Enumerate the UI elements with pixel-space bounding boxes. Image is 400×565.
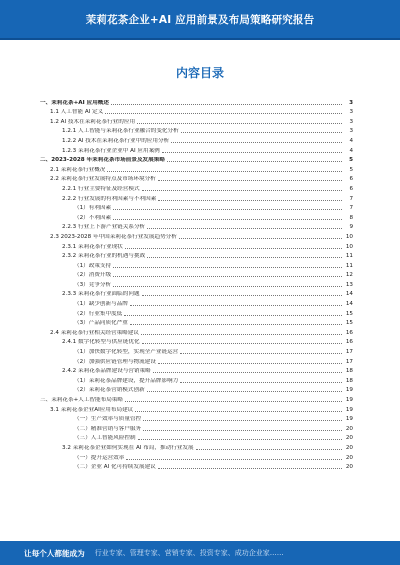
toc-entry-page: 19 [345,416,353,423]
toc-entry-page: 7 [349,205,353,212]
toc-entry[interactable] [40,144,353,154]
toc-entry-title: 1.2 AI 技术在茉莉花茶行业的应用 [50,118,136,125]
toc-entry-page: 16 [345,329,353,336]
toc-entry[interactable] [40,374,353,384]
toc-entry-page: 16 [345,339,353,346]
toc-entry-title: 1.2.2 AI 技术在茉莉花茶行业中的应用分析 [62,137,170,144]
toc-leader-dots [143,420,342,421]
toc-entry-page: 19 [345,406,353,413]
toc-entry-page: 18 [345,368,353,375]
toc-entry[interactable] [40,278,353,288]
toc-leader-dots [107,171,342,172]
toc-entry[interactable] [40,336,353,346]
toc-leader-dots [147,257,342,258]
toc-leader-dots [179,238,342,239]
footer-roles: 行业专家、管理专家、营销专家、投资专家、成功企业家…… [94,549,284,557]
toc-entry-page: 5 [349,157,353,164]
toc-entry-title: 三、茉莉花茶+人工智能布局策略 [40,397,123,403]
toc-entry-page: 13 [345,281,353,288]
toc-entry-title: 2.1 茉莉花茶行业概况 [50,166,106,173]
toc-entry[interactable] [40,422,353,432]
toc-entry[interactable] [40,240,353,250]
toc-leader-dots [105,113,342,114]
toc-leader-dots [113,209,342,210]
toc-entry-title: 2.3 2023-2028 年中国茉莉花茶行业发展趋势分析 [50,233,177,240]
toc-entry-title: 2.3.2 茉莉花茶行业的机遇与挑战 [62,253,146,260]
toc-entry[interactable] [40,345,353,355]
toc-entry[interactable] [40,182,353,192]
toc-leader-dots [130,324,342,325]
toc-heading: 内容目录 [175,66,224,80]
toc-entry[interactable] [40,461,353,471]
toc-entry-page: 8 [349,214,353,221]
toc-leader-dots [167,161,342,162]
toc-entry-title: 一、茉莉花茶+AI 应用概述 [40,99,109,106]
toc-entry-page: 20 [345,454,353,461]
toc-entry[interactable] [40,250,353,260]
toc-entry-title: （2）茉莉花茶营销模式创新 [74,387,145,394]
toc-entry[interactable] [40,307,353,317]
toc-entry-page: 17 [345,349,353,356]
toc-entry[interactable] [40,163,353,173]
toc-entry-title: 3.1 茉莉花茶企业AI应用布局建议 [50,406,134,413]
toc-leader-dots [158,468,342,469]
toc-entry-title: 1.2.3 茉莉花茶行业企业中 AI 应用案例 [62,147,160,154]
toc-entry-title: （1）茉莉花茶品牌建设，提升品牌影响力 [74,377,179,384]
toc-entry-title: 2.2.1 行业主要特征及经营模式 [62,185,140,192]
toc-entry[interactable] [40,365,353,375]
toc-entry-page: 10 [345,243,353,250]
toc-entry-title: （一）生产效率与质量管控 [74,416,142,423]
table-of-contents [40,96,353,470]
toc-entry-title: 2.4.2 茉莉花茶品牌建设与营销策略 [62,368,151,375]
footer-banner [0,541,400,565]
toc-entry-page: 5 [349,166,353,173]
toc-leader-dots [125,248,342,249]
toc-entry-page: 15 [345,320,353,327]
toc-leader-dots [113,286,342,287]
toc-entry-title: （1）加快数字化转型，实现全产业链运营 [74,349,179,356]
toc-leader-dots [158,180,342,181]
toc-entry-title: （2）行业集中度低 [74,310,123,317]
toc-leader-dots [141,334,342,335]
toc-leader-dots [196,449,342,450]
toc-leader-dots [111,104,342,105]
toc-entry-page: 15 [345,310,353,317]
header-divider [0,38,400,40]
toc-entry[interactable] [40,288,353,298]
toc-entry[interactable] [40,106,353,116]
toc-entry-page: 19 [345,387,353,394]
toc-entry-title: （三）人工智能风险控制 [74,435,136,442]
toc-entry-title: 2.4.1 数字化转型与供应链优化 [62,339,140,346]
toc-entry[interactable] [40,125,353,135]
toc-entry[interactable] [40,173,353,183]
toc-entry[interactable] [40,441,353,451]
toc-entry[interactable] [40,403,353,413]
toc-entry[interactable] [40,451,353,461]
toc-entry-page: 3 [349,99,353,106]
toc-entry-title: 2.2.3 行业上下游产业链关系分析 [62,224,146,231]
toc-entry-title: 1.2.1 人工智能与茉莉花茶行业融合的变化分析 [62,128,179,135]
toc-leader-dots [153,372,342,373]
toc-entry-title: 1.1 人工智能 AI 定义 [50,109,104,116]
toc-leader-dots [138,439,342,440]
toc-entry[interactable] [40,269,353,279]
toc-entry-title: （3）产品同质化严重 [74,320,128,327]
toc-leader-dots [142,295,342,296]
toc-leader-dots [113,219,342,220]
toc-leader-dots [113,276,342,277]
report-title: 茉莉花茶企业+AI 应用前景及布局策略研究报告 [85,13,315,26]
toc-entry[interactable] [40,96,353,106]
toc-entry-page: 19 [345,397,353,403]
toc-entry[interactable] [40,393,353,403]
toc-entry-page: 3 [349,109,353,116]
toc-entry[interactable] [40,259,353,269]
toc-leader-dots [180,382,342,383]
toc-leader-dots [147,228,342,229]
toc-entry-page: 7 [349,195,353,202]
toc-entry-page: 20 [345,444,353,451]
toc-entry-title: 二、2023-2028 年茉莉花茶市场前景及发展策略 [40,157,165,164]
toc-entry-page: 4 [349,147,353,154]
toc-leader-dots [180,353,342,354]
toc-entry[interactable] [40,317,353,327]
toc-entry[interactable] [40,326,353,336]
toc-entry-title: （二）精准营销与客户服务 [74,425,142,432]
toc-entry-page: 12 [345,272,353,279]
toc-entry[interactable] [40,192,353,202]
toc-leader-dots [113,267,342,268]
toc-entry-title: （1）有利因素 [74,205,112,212]
header-banner [0,0,400,38]
toc-leader-dots [135,411,342,412]
toc-entry[interactable] [40,413,353,423]
toc-entry[interactable] [40,154,353,164]
toc-entry-page: 6 [349,185,353,192]
toc-entry[interactable] [40,297,353,307]
toc-leader-dots [126,459,342,460]
footer-slogan: 让每个人都能成为 [24,548,85,558]
toc-entry[interactable] [40,230,353,240]
toc-leader-dots [162,152,342,153]
toc-entry-page: 4 [349,137,353,144]
toc-entry-page: 11 [345,262,353,269]
toc-entry[interactable] [40,384,353,394]
toc-entry-page: 6 [349,176,353,183]
toc-entry-title: （一）提升运营效率 [74,454,125,461]
toc-entry-page: 3 [349,128,353,135]
toc-entry-title: 2.3.1 茉莉花茶行业现状 [62,243,123,250]
toc-entry-title: 2.3.3 茉莉花茶行业面临的问题 [62,291,140,298]
toc-entry-page: 14 [345,291,353,298]
toc-leader-dots [142,190,342,191]
toc-entry[interactable] [40,432,353,442]
toc-entry[interactable] [40,202,353,212]
toc-entry-page: 10 [345,233,353,240]
toc-entry-title: （1）缺少创新与品牌 [74,301,128,308]
toc-entry-title: （2）不利因素 [74,214,112,221]
toc-entry-page: 11 [345,253,353,260]
toc-leader-dots [130,305,342,306]
toc-leader-dots [147,391,342,392]
toc-leader-dots [124,315,342,316]
toc-leader-dots [137,123,342,124]
toc-entry[interactable] [40,221,353,231]
toc-entry-page: 17 [345,358,353,365]
toc-leader-dots [181,132,342,133]
toc-leader-dots [158,363,342,364]
toc-entry-page: 9 [349,224,353,231]
toc-entry-title: 3.2 茉莉花茶企业如何实现在 AI 布局，推动行业发展 [62,444,194,451]
toc-leader-dots [142,343,342,344]
toc-leader-dots [158,200,342,201]
toc-entry-title: （二）企业 AI 化可持续发展建议 [74,464,156,471]
toc-entry-title: 2.2.2 行业发展的有利因素与不利因素 [62,195,157,202]
toc-entry[interactable] [40,115,353,125]
toc-entry-page: 20 [345,435,353,442]
toc-entry-title: （3）竞争分析 [74,281,112,288]
toc-entry[interactable] [40,211,353,221]
toc-entry[interactable] [40,134,353,144]
toc-entry-title: （2）加强供应链管理与物流建设 [74,358,156,365]
toc-entry-page: 14 [345,301,353,308]
toc-leader-dots [171,142,342,143]
toc-entry-page: 3 [349,118,353,125]
toc-leader-dots [125,401,342,402]
toc-entry-title: 2.2 茉莉花茶行业发展特点及市场环境分析 [50,176,156,183]
toc-entry-title: （1）政策支持 [74,262,112,269]
toc-entry-page: 20 [345,464,353,471]
toc-entry-page: 18 [345,377,353,384]
toc-entry-page: 20 [345,425,353,432]
toc-leader-dots [143,430,342,431]
toc-entry[interactable] [40,355,353,365]
toc-entry-title: （2）消费升级 [74,272,112,279]
toc-entry-title: 2.4 茉莉花茶行业相关经营策略建议 [50,329,139,336]
